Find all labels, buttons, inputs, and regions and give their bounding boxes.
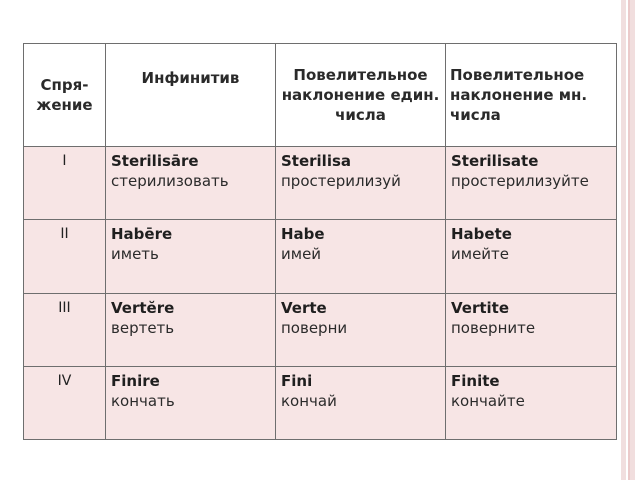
imperative-plural-cell — [446, 147, 617, 220]
latin-imperative-plural: Finite — [451, 371, 500, 390]
latin-infinitive: Sterilisāre — [111, 152, 199, 170]
russian-imperative-plural: простерилизуйте — [451, 172, 589, 190]
latin-imperative-singular: Habe — [281, 225, 325, 244]
russian-infinitive: иметь — [111, 245, 159, 264]
latin-infinitive: Vertĕre — [111, 298, 175, 317]
header-conjugation: Спря-жение — [24, 44, 106, 147]
russian-imperative-singular: простерилизуй — [281, 172, 401, 190]
imperative-singular-cell — [276, 293, 446, 366]
russian-imperative-singular: кончай — [281, 391, 337, 410]
latin-imperative-singular: Verte — [281, 298, 327, 317]
decorative-stripe — [621, 0, 626, 480]
infinitive-cell — [106, 147, 276, 220]
conjugation-table — [23, 43, 617, 440]
russian-infinitive: стерилизовать — [111, 172, 229, 190]
table-row — [24, 220, 617, 293]
conjugation-number: IV — [24, 366, 106, 439]
latin-imperative-singular: Fini — [281, 371, 313, 390]
conjugation-number: III — [24, 293, 106, 366]
infinitive-cell — [106, 366, 276, 439]
decorative-stripe — [630, 0, 635, 480]
imperative-singular-cell — [276, 147, 446, 220]
table-header-row — [24, 44, 617, 147]
infinitive-cell — [106, 293, 276, 366]
header-infinitive: Инфинитив — [106, 44, 276, 147]
header-imperative-singular: Повелительное наклонение един. числа — [276, 44, 446, 147]
latin-imperative-plural: Habete — [451, 225, 512, 244]
imperative-plural-cell — [446, 293, 617, 366]
latin-imperative-singular: Sterilisa — [281, 152, 352, 170]
russian-infinitive: кончать — [111, 391, 175, 410]
imperative-singular-cell — [276, 366, 446, 439]
latin-infinitive: Finire — [111, 371, 160, 390]
imperative-singular-cell — [276, 220, 446, 293]
table-row — [24, 293, 617, 366]
table-row — [24, 366, 617, 439]
russian-imperative-singular: имей — [281, 245, 322, 264]
imperative-plural-cell — [446, 366, 617, 439]
russian-imperative-plural: имейте — [451, 245, 510, 264]
latin-imperative-plural: Sterilisate — [451, 152, 539, 170]
russian-imperative-plural: кончайте — [451, 391, 525, 410]
conjugation-number: I — [24, 147, 106, 220]
russian-infinitive: вертеть — [111, 318, 175, 337]
imperative-plural-cell — [446, 220, 617, 293]
russian-imperative-plural: поверните — [451, 318, 536, 337]
conjugation-number: II — [24, 220, 106, 293]
latin-infinitive: Habēre — [111, 225, 173, 244]
table-row — [24, 147, 617, 220]
infinitive-cell — [106, 220, 276, 293]
header-imperative-plural: Повелительное наклонение мн. числа — [446, 44, 617, 147]
latin-imperative-plural: Vertite — [451, 298, 510, 317]
russian-imperative-singular: поверни — [281, 318, 348, 337]
